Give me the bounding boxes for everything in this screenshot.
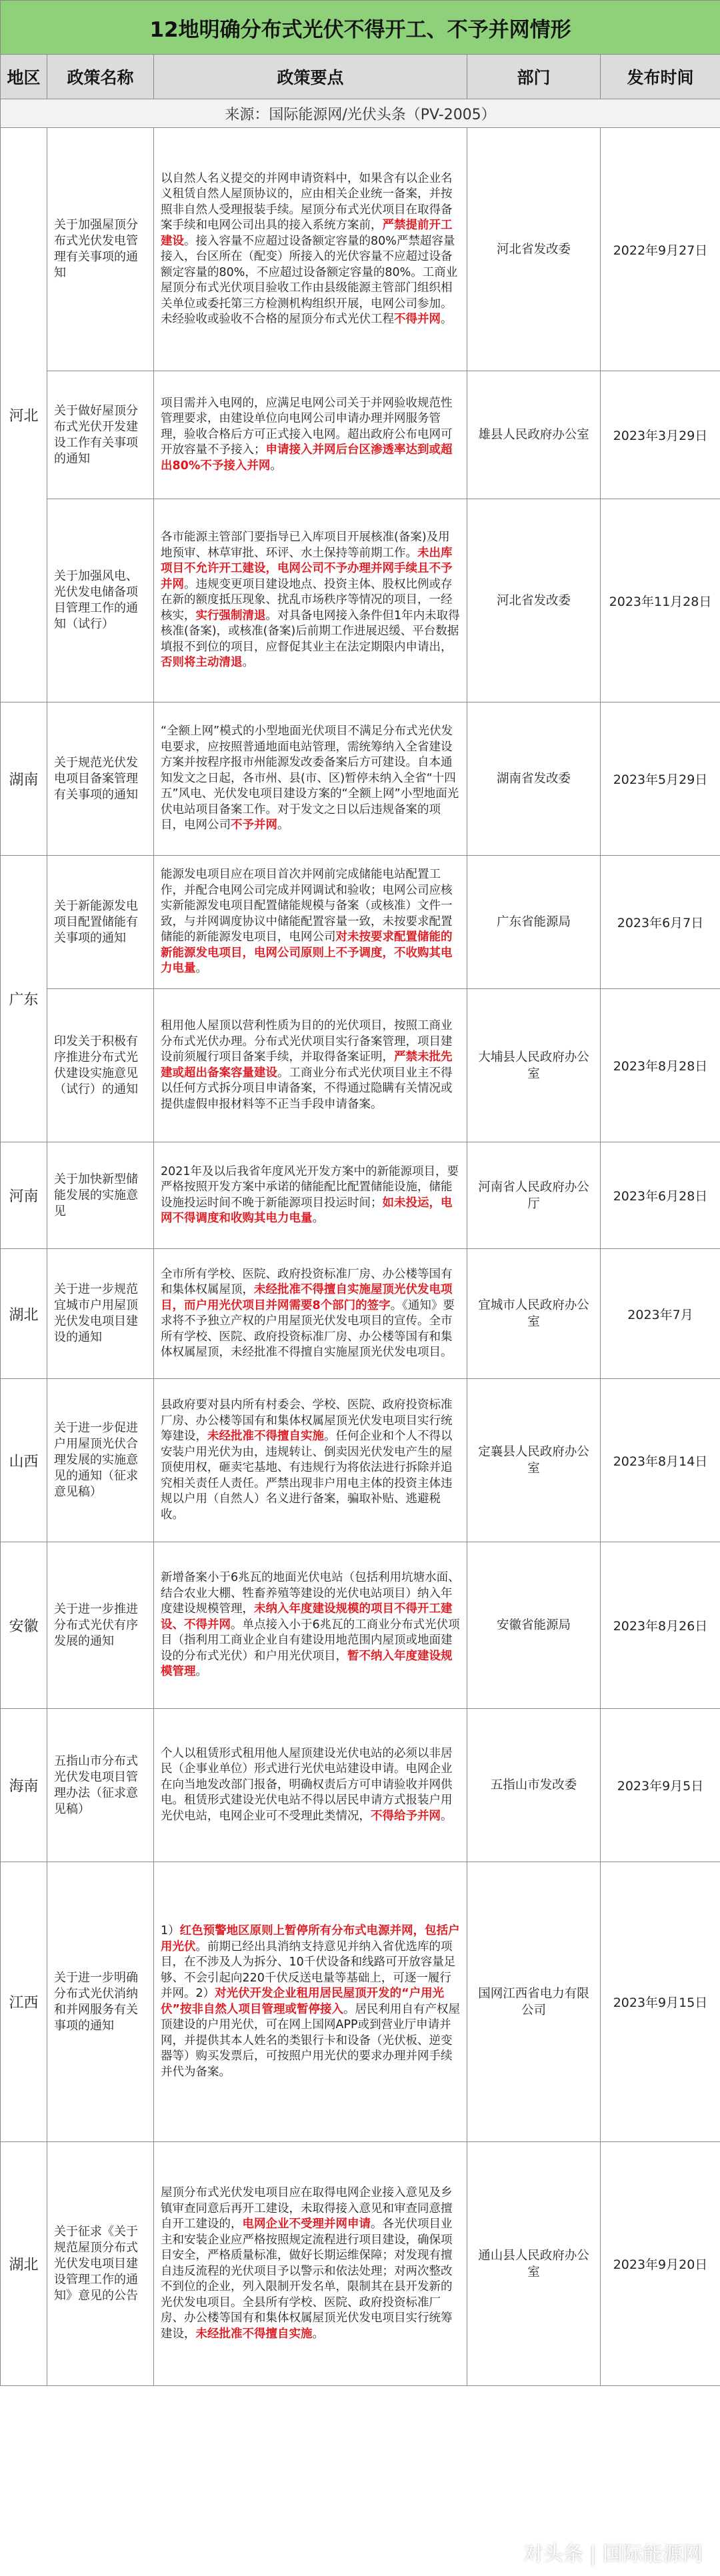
point-text: 租用他人屋顶以营利性质为目的的光伏项目，按照工商业分布式光伏办理。分布式光伏项目实行备案管理，项目建设前须履行项目备案手续，并取得备案证明，	[161, 1019, 453, 1064]
policy-points	[154, 2142, 467, 2386]
department: 国网江西省电力有限公司	[467, 1862, 601, 2142]
point-text: 。	[277, 818, 289, 832]
publish-date: 2023年11月28日	[601, 499, 720, 702]
publish-date: 2023年7月	[601, 1249, 720, 1379]
department: 雄县人民政府办公室	[467, 371, 601, 499]
point-text: 。各光伏项目业主和安装企业应严格按照规定流程进行项目建设，确保项目安全，严格质量标准，做好长期运维保障；对发现有擅自违反流程的光伏项目予以警示和依法处理；对两次整改不到位的企业，列入限制开发名单，限制其在县开发新的光伏发电项目。全县所有学校、医院、政府投资标准厂房、办公楼等国有和集体权属屋顶光伏发电项目实行统筹建设，	[161, 2217, 453, 2341]
policy-points	[154, 128, 467, 371]
point-text: 。	[270, 459, 282, 473]
policy-points	[154, 856, 467, 989]
point-text: 项目需并入电网的，应满足电网公司关于并网验收规范性管理要求，由建设单位向电网公司申请办理并网服务管理，验收合格后方可正式接入电网。超出政府公布电网可开放容量不予接入；	[161, 396, 453, 457]
table-row	[1, 1862, 720, 2142]
header-region: 地区	[1, 55, 47, 99]
department: 安徽省能源局	[467, 1542, 601, 1709]
region-cell: 安徽	[1, 1542, 47, 1709]
point-text: 县政府要对县内所有村委会、学校、医院、政府投资标准厂房、办公楼等国有和集体权属屋顶光伏发电项目实行统筹建设，	[161, 1398, 453, 1443]
table-row	[1, 371, 720, 499]
point-text: 。	[195, 1665, 207, 1679]
region-cell: 河南	[1, 1142, 47, 1249]
header-row	[1, 55, 720, 99]
point-text: 2021年及以后我省年度风光开发方案中的新能源项目，要严格按照开发方案中承诺的储能配比配置储能设施，储能设施投运时间不晚于新能源项目投运时间；	[161, 1164, 459, 1210]
point-text: 。违规变更项目建设地点、投资主体、股权比例或存在新的额度抵压现象、扰乱市场秩序等情况的项目，一经核实，	[161, 577, 453, 623]
highlight-text: 对光伏开发企业租用居民屋顶开发的“户用光伏”按非自然人项目管理或暂停接入	[161, 1987, 445, 2016]
source-row	[1, 99, 720, 128]
source-note: 来源：国际能源网/光伏头条（PV-2005）	[1, 99, 720, 128]
policy-name: 关于做好屋顶分布式光伏开发建设工作有关事项的通知	[47, 371, 154, 499]
publish-date: 2023年3月29日	[601, 371, 720, 499]
highlight-text: 如未投运，电网不得调度和收购其电力电量	[161, 1196, 453, 1225]
policy-points	[154, 1249, 467, 1379]
policy-name: 关于加强屋顶分布式光伏发电管理有关事项的通知	[47, 128, 154, 371]
point-text: 屋顶分布式光伏发电项目应在取得电网企业接入意见及乡镇审查同意后再开工建设，未取得接入意见和审查同意擅自开工建设的，	[161, 2186, 453, 2231]
point-text: 。《通知》要求将不予独立产权的户用屋顶光伏发电项目的宣传。全市所有学校、医院、政府投资标准厂房、办公楼等国有和集体权属屋顶，未经批准不得擅自实施屋顶光伏发电项目。	[161, 1298, 455, 1359]
publish-date: 2023年5月29日	[601, 702, 720, 856]
highlight-text: 暂不纳入年度建设规模管理	[161, 1649, 453, 1679]
highlight-text: 不予并网	[231, 818, 277, 832]
table-row	[1, 1142, 720, 1249]
policy-name: 关于加强风电、光伏发电储备项目管理工作的通知（试行）	[47, 499, 154, 702]
point-text: 全市所有学校、医院、政府投资标准厂房、办公楼等国有和集体权属屋顶，	[161, 1267, 453, 1296]
highlight-text: 严禁提前开工建设	[161, 219, 453, 248]
header-date: 发布时间	[601, 55, 720, 99]
point-text: 。	[312, 1212, 324, 1225]
region-cell: 海南	[1, 1709, 47, 1862]
point-text: 1）	[161, 1924, 180, 1937]
page-title: 12地明确分布式光伏不得开工、不予并网情形	[1, 1, 720, 55]
policy-name: 关于新能源发电项目配置储能有关事项的通知	[47, 856, 154, 989]
header-policy: 政策名称	[47, 55, 154, 99]
point-text: 个人以租赁形式租用他人屋顶建设光伏电站的必须以非居民（企事业单位）形式进行光伏电站建设申请。电网企业在向当地发改部门报备，明确权责后方可申请验收并网供电。租赁形式建设光伏电站不得以居民申请方式报装户用光伏电站，电网企业可不受理此类情况，	[161, 1746, 453, 1823]
publish-date: 2023年9月15日	[601, 1862, 720, 2142]
department: 河北省发改委	[467, 499, 601, 702]
highlight-text: 红色预警地区原则上暂停所有分布式电源并网，包括户用光伏	[161, 1924, 460, 1953]
watermark: 对头条 | 国际能源网	[523, 2543, 703, 2566]
publish-date: 2023年9月20日	[601, 2142, 720, 2386]
department: 宜城市人民政府办公室	[467, 1249, 601, 1379]
policy-name: 关于规范光伏发电项目备案管理有关事项的通知	[47, 702, 154, 856]
highlight-text: 未经批准不得擅自实施	[207, 1430, 324, 1443]
highlight-text: 未经批准不得擅自实施屋顶光伏发电项目，而户用光伏项目并网需要8个部门的签字	[161, 1283, 453, 1312]
policy-points	[154, 1709, 467, 1862]
department: 河北省发改委	[467, 128, 601, 371]
policy-name: 关于加快新型储能发展的实施意见	[47, 1142, 154, 1249]
title-row	[1, 1, 720, 55]
point-text: 。	[441, 313, 453, 326]
region-cell: 江西	[1, 1862, 47, 2142]
policy-points	[154, 1542, 467, 1709]
point-text: 。	[242, 656, 254, 670]
department: 大埔县人民政府办公室	[467, 989, 601, 1142]
highlight-text: 未纳入年度建设规模的项目不得开工建设、不得并网	[161, 1602, 453, 1632]
department: 定襄县人民政府办公室	[467, 1379, 601, 1542]
publish-date: 2023年8月14日	[601, 1379, 720, 1542]
table-row	[1, 1379, 720, 1542]
point-text: “全额上网”模式的小型地面光伏项目不满足分布式光伏发电要求，应按照普通地面电站管理，需统筹纳入全省建设方案并按程序报市州能源发改委备案后方可建设。自本通知发文之日起，各市州、县(市、区)暂停未纳入全省“十四五”风电、光伏发电项目建设方案的“全额上网”小型地面光伏电站项目备案工作。对于发文之日以后违规备案的项目，电网公司	[161, 724, 459, 832]
policy-points	[154, 702, 467, 856]
highlight-text: 对未按要求配置储能的新能源发电项目，电网公司原则上不予调度，不收购其电力电量	[161, 930, 453, 976]
point-text: 。居民利用自有产权屋顶建设的户用光伏，可在网上国网APP或到营业厅申请并网，并提供其本人姓名的类银行卡和设备（光伏板、逆变器等）购买发票后，可按照户用光伏的要求办理并网手续并代为备案。	[161, 2002, 461, 2079]
highlight-text: 实行强制清退	[195, 609, 266, 623]
policy-points	[154, 1862, 467, 2142]
policy-points	[154, 1379, 467, 1542]
table-row	[1, 1542, 720, 1709]
point-text: 。	[195, 962, 207, 976]
policy-points	[154, 371, 467, 499]
highlight-text: 否则将主动清退	[161, 656, 243, 670]
highlight-text: 电网企业不受理并网申请	[242, 2217, 371, 2231]
point-text: 新增备案小于6兆瓦的地面光伏电站（包括利用坑塘水面、结合农业大棚、牲畜养殖等建设的光伏电站项目）纳入年度建设规模管理，	[161, 1571, 460, 1616]
region-cell: 湖南	[1, 702, 47, 856]
header-dept: 部门	[467, 55, 601, 99]
point-text: 。前期已经出具消纳支持意见并纳入省优选库的项目，在不涉及人为拆分、10千伏设备和线路可开放容量足够、不会引起向220千伏反送电量等基础上，可逐一履行并网。2）	[161, 1939, 456, 2000]
highlight-text: 未经批准不得擅自实施	[195, 2327, 313, 2341]
policy-name: 关于进一步规范宜城市户用屋顶光伏发电项目建设的通知	[47, 1249, 154, 1379]
table-row	[1, 702, 720, 856]
policy-name: 关于进一步促进户用屋顶光伏合理发展的实施意见的通知（征求意见稿）	[47, 1379, 154, 1542]
department: 五指山市发改委	[467, 1709, 601, 1862]
department: 通山县人民政府办公室	[467, 2142, 601, 2386]
point-text: 。	[441, 1809, 453, 1823]
header-points: 政策要点	[154, 55, 467, 99]
highlight-text: 不得给予并网	[371, 1809, 441, 1823]
policy-name: 关于进一步推进分布式光伏有序发展的通知	[47, 1542, 154, 1709]
highlight-text: 未出库项目不允许开工建设，电网公司不予办理并网手续且不予并网	[161, 546, 453, 591]
policy-name: 关于进一步明确分布式光伏消纳和并网服务有关事项的通知	[47, 1862, 154, 2142]
region-cell: 湖北	[1, 1249, 47, 1379]
publish-date: 2023年8月26日	[601, 1542, 720, 1709]
policy-points	[154, 499, 467, 702]
region-cell: 广东	[1, 856, 47, 1142]
table-row	[1, 499, 720, 702]
department: 湖南省发改委	[467, 702, 601, 856]
publish-date: 2023年6月7日	[601, 856, 720, 989]
point-text: 以自然人名义提交的并网申请资料中，如果含有以企业名义租赁自然人屋顶协议的，应由相关企业统一备案，并按照非自然人受理报装手续。屋顶分布式光伏项目在取得备案手续和电网公司出具的接入系统方案前，	[161, 171, 453, 232]
publish-date: 2023年6月28日	[601, 1142, 720, 1249]
point-text: 能源发电项目应在项目首次并网前完成储能电站配置工作，并配合电网公司完成并网调试和验收；电网公司应核实新能源发电项目配置储能规模与备案（或核准）文件一致，与并网调度协议中储能配置容量一致，未按要求配置储能的新能源发电项目，电网公司	[161, 868, 453, 944]
table-row	[1, 1249, 720, 1379]
policy-points	[154, 989, 467, 1142]
table-row	[1, 2142, 720, 2386]
department: 河南省人民政府办公厅	[467, 1142, 601, 1249]
point-text: 各市能源主管部门要指导已入库项目开展核准(备案)及用地预审、林草审批、环评、水土保持等前期工作。	[161, 531, 450, 560]
table-row	[1, 989, 720, 1142]
table-row	[1, 1709, 720, 1862]
highlight-text: 严禁未批先建或超出备案容量建设	[161, 1050, 453, 1080]
policy-name: 关于征求《关于规范屋顶分布式光伏发电项目建设管理工作的通知》意见的公告	[47, 2142, 154, 2386]
policy-name: 五指山市分布式光伏发电项目管理办法（征求意见稿）	[47, 1709, 154, 1862]
publish-date: 2022年9月27日	[601, 128, 720, 371]
point-text: 。任何企业和个人不得以安装户用光伏为由，违规转让、倒卖因光伏发电产生的屋顶使用权，砸卖宅基地、有违规行为将依法进行拆除并追究相关责任人责任。严禁出现非户用电主体的投资主体违规以户用（自然人）名义进行备案，骗取补贴、逃避税收。	[161, 1430, 453, 1522]
point-text: 。单点接入小于6兆瓦的工商业分布式光伏项目（指利用工商业企业自有建设用地范围内屋顶或地面建设的分布式光伏）和户用光伏项目，	[161, 1618, 460, 1663]
highlight-text: 申请接入并网后台区渗透率达到或超出80%不予接入并网	[161, 443, 453, 473]
publish-date: 2023年9月5日	[601, 1709, 720, 1862]
publish-date: 2023年8月28日	[601, 989, 720, 1142]
highlight-text: 不得并网	[394, 313, 441, 326]
point-text: 。接入容量不应超过设备额定容量的80%严禁超容量接入，台区所在（配变）所接入的光伏容量不应超过设备额定容量的80%，不应超过设备额定容量的80%。工商业屋顶分布式光伏项目验收工作由县级能源主管部门组织相关单位或委托第三方检测机构组织开展，电网公司参加。未经验收或验收不合格的屋顶分布式光伏工程	[161, 234, 458, 326]
region-cell: 山西	[1, 1379, 47, 1542]
point-text: 。工商业分布式光伏项目业主不得以任何方式拆分项目申请备案，不得通过隐瞒有关情况或提供虚假申报材料等不正当手段申请备案。	[161, 1066, 453, 1111]
table-row	[1, 128, 720, 371]
point-text: 。对具备电网接入条件但1年内未取得核准(备案)，或核准(备案)后前期工作进展迟缓、平台数据填报不到位的项目，应督促其业主在法定期限内申请出，	[161, 609, 460, 654]
table-row	[1, 856, 720, 989]
region-cell: 河北	[1, 128, 47, 702]
policy-points	[154, 1142, 467, 1249]
department: 广东省能源局	[467, 856, 601, 989]
region-cell: 湖北	[1, 2142, 47, 2386]
policy-name: 印发关于积极有序推进分布式光伏建设实施意见（试行）的通知	[47, 989, 154, 1142]
point-text: 。	[312, 2327, 324, 2341]
